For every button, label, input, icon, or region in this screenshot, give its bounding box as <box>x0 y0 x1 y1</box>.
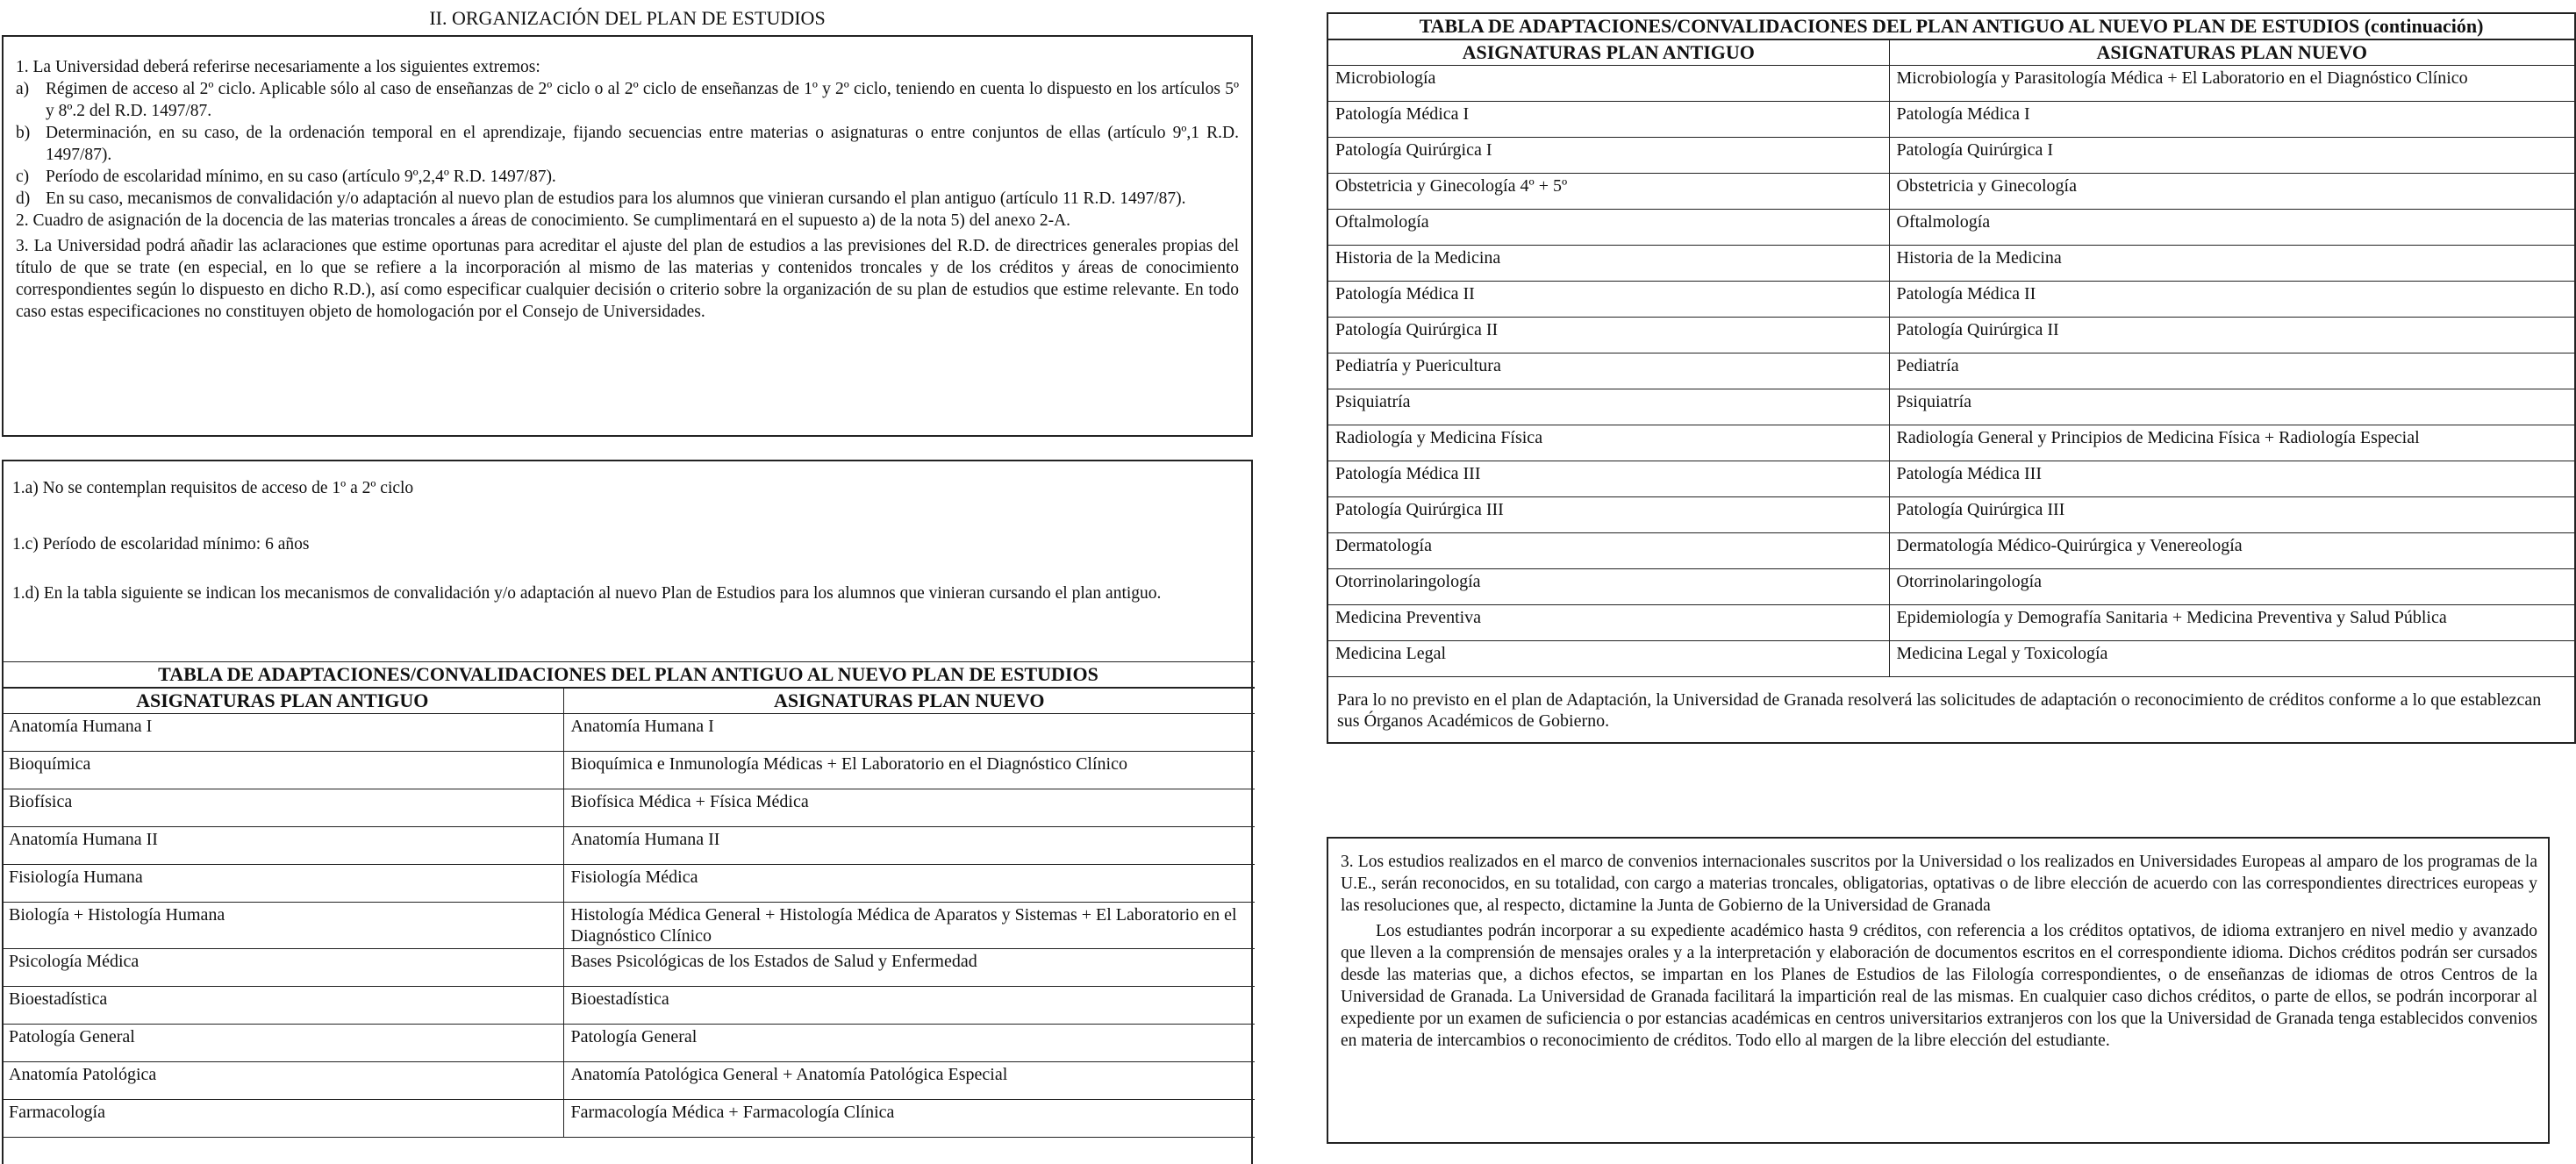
new-subject-cell: Medicina Legal y Toxicología <box>1889 641 2575 677</box>
old-subject-cell: Farmacología <box>2 1100 563 1138</box>
instructions-item-text: En su caso, mecanismos de convalidación y/o adaptación al nuevo plan de estudios para los alumnos que vinieran cursando el plan antiguo (artículo 11 R.D. 1497/87). <box>46 189 1186 208</box>
table-row <box>1327 318 2575 353</box>
instructions-item-marker: a) <box>16 80 30 98</box>
new-subject-cell: Microbiología y Parasitología Médica + El Laboratorio en el Diagnóstico Clínico <box>1889 66 2575 102</box>
old-subject-cell: Bioquímica <box>2 752 563 789</box>
instructions-item-text: Régimen de acceso al 2º ciclo. Aplicable sólo al caso de enseñanzas de 2º ciclo o al 2º ciclo de enseñanzas de 1º y 2º ciclo, teniendo en cuenta lo dispuesto en los artículos 5º y 8º.2 del R.D. 1497/87. <box>46 80 1239 120</box>
table-row <box>1327 605 2575 641</box>
instructions-list <box>16 78 1239 210</box>
table2-body <box>1327 66 2575 677</box>
table-row <box>1327 174 2575 210</box>
table2-title: TABLA DE ADAPTACIONES/CONVALIDACIONES DEL PLAN ANTIGUO AL NUEVO PLAN DE ESTUDIOS (continuación) <box>1327 13 2575 39</box>
new-subject-cell: Anatomía Patológica General + Anatomía Patológica Especial <box>563 1062 1255 1100</box>
table-row <box>1327 425 2575 461</box>
instructions-item <box>16 166 1239 188</box>
new-subject-cell: Radiología General y Principios de Medicina Física + Radiología Especial <box>1889 425 2575 461</box>
section3-box <box>1327 837 2550 1144</box>
table-row <box>1327 641 2575 677</box>
answer-1d: 1.d) En la tabla siguiente se indican los mecanismos de convalidación y/o adaptación al nuevo Plan de Estudios para los alumnos que vinieran cursando el plan antiguo. <box>12 584 1162 603</box>
new-subject-cell: Patología Quirúrgica III <box>1889 497 2575 533</box>
table-row <box>2 789 1255 827</box>
table-row <box>1327 461 2575 497</box>
table2-col-new: ASIGNATURAS PLAN NUEVO <box>1889 39 2575 66</box>
instructions-intro: 1. La Universidad deberá referirse necesariamente a los siguientes extremos: <box>16 58 540 76</box>
old-subject-cell: Patología Médica I <box>1327 102 1889 138</box>
old-subject-cell: Biofísica <box>2 789 563 827</box>
instructions-box <box>2 35 1253 437</box>
old-subject-cell: Psiquiatría <box>1327 389 1889 425</box>
new-subject-cell: Historia de la Medicina <box>1889 246 2575 282</box>
new-subject-cell: Histología Médica General + Histología Médica de Aparatos y Sistemas + El Laboratorio en el Diagnóstico Clínico <box>563 903 1255 949</box>
new-subject-cell: Oftalmología <box>1889 210 2575 246</box>
table-row <box>2 752 1255 789</box>
old-subject-cell: Patología Quirúrgica I <box>1327 138 1889 174</box>
old-subject-cell: Medicina Preventiva <box>1327 605 1889 641</box>
table-row <box>1327 246 2575 282</box>
old-subject-cell: Patología General <box>2 1025 563 1062</box>
new-subject-cell: Otorrinolaringología <box>1889 569 2575 605</box>
new-subject-cell: Bioestadística <box>563 987 1255 1025</box>
table-row <box>1327 569 2575 605</box>
old-subject-cell: Fisiología Humana <box>2 865 563 903</box>
table2-wrapper <box>1327 12 2576 744</box>
table-row <box>1327 389 2575 425</box>
old-subject-cell: Anatomía Humana I <box>2 714 563 752</box>
instructions-item <box>16 78 1239 122</box>
table-row <box>2 903 1255 949</box>
new-subject-cell: Anatomía Humana I <box>563 714 1255 752</box>
table-row <box>1327 66 2575 102</box>
table-row <box>1327 210 2575 246</box>
answers-box <box>2 460 1253 1164</box>
old-subject-cell: Patología Médica II <box>1327 282 1889 318</box>
new-subject-cell: Obstetricia y Ginecología <box>1889 174 2575 210</box>
old-subject-cell: Medicina Legal <box>1327 641 1889 677</box>
table1-title: TABLA DE ADAPTACIONES/CONVALIDACIONES DEL PLAN ANTIGUO AL NUEVO PLAN DE ESTUDIOS <box>2 662 1255 689</box>
answer-1c: 1.c) Período de escolaridad mínimo: 6 años <box>12 535 310 553</box>
section-title: II. ORGANIZACIÓN DEL PLAN DE ESTUDIOS <box>429 7 826 29</box>
table-row <box>1327 102 2575 138</box>
table-row <box>2 714 1255 752</box>
table-row <box>2 865 1255 903</box>
table-row <box>2 1025 1255 1062</box>
new-subject-cell: Pediatría <box>1889 353 2575 389</box>
new-subject-cell: Anatomía Humana II <box>563 827 1255 865</box>
instructions-item-text: Período de escolaridad mínimo, en su caso (artículo 9º,2,4º R.D. 1497/87). <box>46 168 556 186</box>
old-subject-cell: Otorrinolaringología <box>1327 569 1889 605</box>
old-subject-cell: Obstetricia y Ginecología 4º + 5º <box>1327 174 1889 210</box>
new-subject-cell: Psiquiatría <box>1889 389 2575 425</box>
table-row <box>1327 533 2575 569</box>
new-subject-cell: Epidemiología y Demografía Sanitaria + Medicina Preventiva y Salud Pública <box>1889 605 2575 641</box>
new-subject-cell: Bioquímica e Inmunología Médicas + El Laboratorio en el Diagnóstico Clínico <box>563 752 1255 789</box>
answer-1a: 1.a) No se contemplan requisitos de acceso de 1º a 2º ciclo <box>12 479 414 497</box>
old-subject-cell: Bioestadística <box>2 987 563 1025</box>
old-subject-cell: Microbiología <box>1327 66 1889 102</box>
table-row <box>2 987 1255 1025</box>
new-subject-cell: Patología Médica I <box>1889 102 2575 138</box>
adaptation-table <box>2 661 1255 1138</box>
old-subject-cell: Patología Quirúrgica II <box>1327 318 1889 353</box>
instructions-item <box>16 188 1239 210</box>
new-subject-cell: Biofísica Médica + Física Médica <box>563 789 1255 827</box>
old-subject-cell: Anatomía Humana II <box>2 827 563 865</box>
table-row <box>2 827 1255 865</box>
table1-col-new: ASIGNATURAS PLAN NUEVO <box>563 688 1255 714</box>
instructions-point-2: 2. Cuadro de asignación de la docencia de las materias troncales a áreas de conocimiento. Se cumplimentará en el supuesto a) de la nota 5) del anexo 2-A. <box>16 211 1071 230</box>
new-subject-cell: Fisiología Médica <box>563 865 1255 903</box>
table-row <box>1327 282 2575 318</box>
section3-paragraph-2: Los estudiantes podrán incorporar a su expediente académico hasta 9 créditos, con referencia a los créditos optativos, de idioma extranjero en nivel medio y avanzado que lleven a la comprensión de mensajes orales y a la interpretación y elaboración de documentos escritos en el correspondiente idioma. Dichos créditos podrán ser cursados desde las materias que, a dichos efectos, se impartan en los Planes de Estudios de las Filología correspondientes, o de enseñanzas de idiomas de otros Centros de la Universidad de Granada. La Universidad de Granada facilitará la impartición real de las mismas. En cualquier caso dichos créditos, o parte de ellos, se podrán incorporar al expediente por un examen de suficiencia o por estancias académicas en centros universitarios extranjeros con los que la Universidad de Granada tenga establecidos convenios en materia de intercambios o reconocimiento de créditos. Todo ello al margen de la libre elección del estudiante. <box>1341 922 2537 1050</box>
section3-paragraph-1: 3. Los estudios realizados en el marco de convenios internacionales suscritos por la Universidad o los realizados en Universidades Europeas al amparo de los programas de la U.E., serán reconocidos, en su totalidad, con cargo a materias troncales, obligatorias, optativas o de libre elección de acuerdo con las correspondientes directrices europeas y las resoluciones que, al respecto, dictamine la Junta de Gobierno de la Universidad de Granada <box>1341 853 2537 915</box>
table-row <box>1327 138 2575 174</box>
old-subject-cell: Oftalmología <box>1327 210 1889 246</box>
new-subject-cell: Bases Psicológicas de los Estados de Salud y Enfermedad <box>563 949 1255 987</box>
instructions-item-marker: b) <box>16 124 31 142</box>
instructions-item-marker: c) <box>16 168 30 186</box>
table1-wrapper <box>2 661 1255 1138</box>
old-subject-cell: Biología + Histología Humana <box>2 903 563 949</box>
table2-col-old: ASIGNATURAS PLAN ANTIGUO <box>1327 39 1889 66</box>
adaptation-table-continued <box>1327 12 2576 744</box>
new-subject-cell: Patología Quirúrgica II <box>1889 318 2575 353</box>
instructions-item-text: Determinación, en su caso, de la ordenación temporal en el aprendizaje, fijando secuencias entre materias o asignaturas o entre conjuntos de ellas (artículo 9º,1 R.D. 1497/87). <box>46 124 1239 164</box>
old-subject-cell: Dermatología <box>1327 533 1889 569</box>
old-subject-cell: Anatomía Patológica <box>2 1062 563 1100</box>
old-subject-cell: Patología Quirúrgica III <box>1327 497 1889 533</box>
old-subject-cell: Pediatría y Puericultura <box>1327 353 1889 389</box>
new-subject-cell: Farmacología Médica + Farmacología Clínica <box>563 1100 1255 1138</box>
old-subject-cell: Patología Médica III <box>1327 461 1889 497</box>
instructions-point-3: 3. La Universidad podrá añadir las aclaraciones que estime oportunas para acreditar el ajuste del plan de estudios a las previsiones del R.D. de directrices generales propias del título de que se trate (en especial, en lo que se refiere a la incorporación al mismo de las materias y contenidos troncales y de los créditos y áreas de conocimiento correspondientes según lo dispuesto en dicho R.D.), así como especificar cualquier decisión o criterio sobre la organización de su plan de estudios que estime relevante. En todo caso estas especificaciones no constituyen objeto de homologación por el Consejo de Universidades. <box>16 237 1239 321</box>
new-subject-cell: Patología Quirúrgica I <box>1889 138 2575 174</box>
table2-note: Para lo no previsto en el plan de Adaptación, la Universidad de Granada resolverá las solicitudes de adaptación o reconocimiento de créditos conforme a lo que establezcan sus Órganos Académicos de Gobierno. <box>1327 677 2575 744</box>
old-subject-cell: Historia de la Medicina <box>1327 246 1889 282</box>
table-row <box>2 1062 1255 1100</box>
old-subject-cell: Radiología y Medicina Física <box>1327 425 1889 461</box>
table-row <box>2 1100 1255 1138</box>
old-subject-cell: Psicología Médica <box>2 949 563 987</box>
table-row <box>1327 497 2575 533</box>
new-subject-cell: Patología Médica III <box>1889 461 2575 497</box>
new-subject-cell: Dermatología Médico-Quirúrgica y Venereología <box>1889 533 2575 569</box>
new-subject-cell: Patología Médica II <box>1889 282 2575 318</box>
table1-col-old: ASIGNATURAS PLAN ANTIGUO <box>2 688 563 714</box>
table-row <box>1327 353 2575 389</box>
new-subject-cell: Patología General <box>563 1025 1255 1062</box>
instructions-item <box>16 122 1239 166</box>
table-row <box>2 949 1255 987</box>
instructions-item-marker: d) <box>16 189 31 208</box>
table1-body <box>2 714 1255 1138</box>
